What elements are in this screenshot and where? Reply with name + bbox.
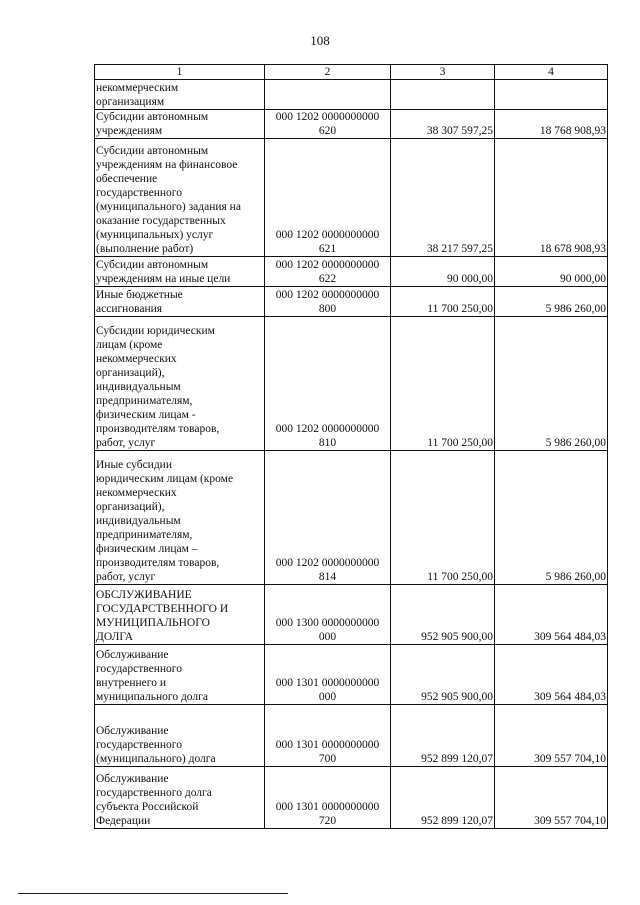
budget-table xyxy=(94,64,608,829)
column-header-4: 4 xyxy=(495,65,608,80)
column-header-3: 3 xyxy=(391,65,495,80)
row-name-cell: некоммерческим организациям xyxy=(95,80,265,110)
table-header-row xyxy=(95,65,608,80)
row-name-cell: Субсидии автономным учреждениям на финансовое обеспечение государственного (муниципального) задания на оказание государственных (муниципальных) услуг (выполнение работ) xyxy=(95,139,265,257)
row-value-col3: 38 217 597,25 xyxy=(391,139,495,257)
table-row xyxy=(95,317,608,451)
table-row xyxy=(95,451,608,585)
row-value-col3: 952 905 900,00 xyxy=(391,585,495,645)
row-value-col4: 5 986 260,00 xyxy=(495,451,608,585)
row-value-col4: 309 564 484,03 xyxy=(495,585,608,645)
row-value-col4: 90 000,00 xyxy=(495,257,608,287)
row-value-col3: 952 899 120,07 xyxy=(391,767,495,829)
row-name-cell: Иные бюджетные ассигнования xyxy=(95,287,265,317)
row-value-col4: 309 557 704,10 xyxy=(495,705,608,767)
row-value-col4: 18 678 908,93 xyxy=(495,139,608,257)
page-number: 108 xyxy=(310,33,330,48)
row-name-cell: Обслуживание государственного долга субъекта Российской Федерации xyxy=(95,767,265,829)
row-value-col4: 18 768 908,93 xyxy=(495,110,608,139)
row-code-cell: 000 1202 0000000000 620 xyxy=(265,110,391,139)
row-code-cell: 000 1202 0000000000 810 xyxy=(265,317,391,451)
row-name-cell: ОБСЛУЖИВАНИЕ ГОСУДАРСТВЕННОГО И МУНИЦИПАЛЬНОГО ДОЛГА xyxy=(95,585,265,645)
row-name-cell: Субсидии автономным учреждениям на иные цели xyxy=(95,257,265,287)
row-value-col3: 90 000,00 xyxy=(391,257,495,287)
table-row xyxy=(95,287,608,317)
table-row xyxy=(95,257,608,287)
row-value-col4: 5 986 260,00 xyxy=(495,287,608,317)
row-value-col4 xyxy=(495,80,608,110)
table-body xyxy=(95,80,608,829)
table-row xyxy=(95,645,608,705)
row-code-cell: 000 1202 0000000000 814 xyxy=(265,451,391,585)
footer-rule xyxy=(18,893,288,894)
row-value-col3: 952 905 900,00 xyxy=(391,645,495,705)
row-code-cell: 000 1202 0000000000 621 xyxy=(265,139,391,257)
row-code-cell: 000 1301 0000000000 720 xyxy=(265,767,391,829)
table-row xyxy=(95,705,608,767)
row-name-cell: Субсидии юридическим лицам (кроме некоммерческих организаций), индивидуальным предпринимателям, физическим лицам - производителям товаров, работ, услуг xyxy=(95,317,265,451)
row-value-col3: 38 307 597,25 xyxy=(391,110,495,139)
row-value-col3: 952 899 120,07 xyxy=(391,705,495,767)
column-header-1: 1 xyxy=(95,65,265,80)
row-code-cell: 000 1301 0000000000 000 xyxy=(265,645,391,705)
row-value-col3 xyxy=(391,80,495,110)
row-value-col3: 11 700 250,00 xyxy=(391,451,495,585)
row-name-cell: Иные субсидии юридическим лицам (кроме некоммерческих организаций), индивидуальным предпринимателям, физическим лицам – производителям товаров, работ, услуг xyxy=(95,451,265,585)
column-header-2: 2 xyxy=(265,65,391,80)
row-value-col3: 11 700 250,00 xyxy=(391,287,495,317)
row-code-cell: 000 1300 0000000000 000 xyxy=(265,585,391,645)
row-code-cell xyxy=(265,80,391,110)
row-code-cell: 000 1301 0000000000 700 xyxy=(265,705,391,767)
row-code-cell: 000 1202 0000000000 800 xyxy=(265,287,391,317)
table-row xyxy=(95,80,608,110)
row-code-cell: 000 1202 0000000000 622 xyxy=(265,257,391,287)
table-row xyxy=(95,139,608,257)
row-value-col4: 309 564 484,03 xyxy=(495,645,608,705)
row-name-cell: Обслуживание государственного внутреннего и муниципального долга xyxy=(95,645,265,705)
row-value-col4: 5 986 260,00 xyxy=(495,317,608,451)
row-value-col3: 11 700 250,00 xyxy=(391,317,495,451)
row-value-col4: 309 557 704,10 xyxy=(495,767,608,829)
row-name-cell: Субсидии автономным учреждениям xyxy=(95,110,265,139)
row-name-cell: Обслуживание государственного (муниципального) долга xyxy=(95,705,265,767)
table-row xyxy=(95,767,608,829)
table-row xyxy=(95,110,608,139)
table-row xyxy=(95,585,608,645)
